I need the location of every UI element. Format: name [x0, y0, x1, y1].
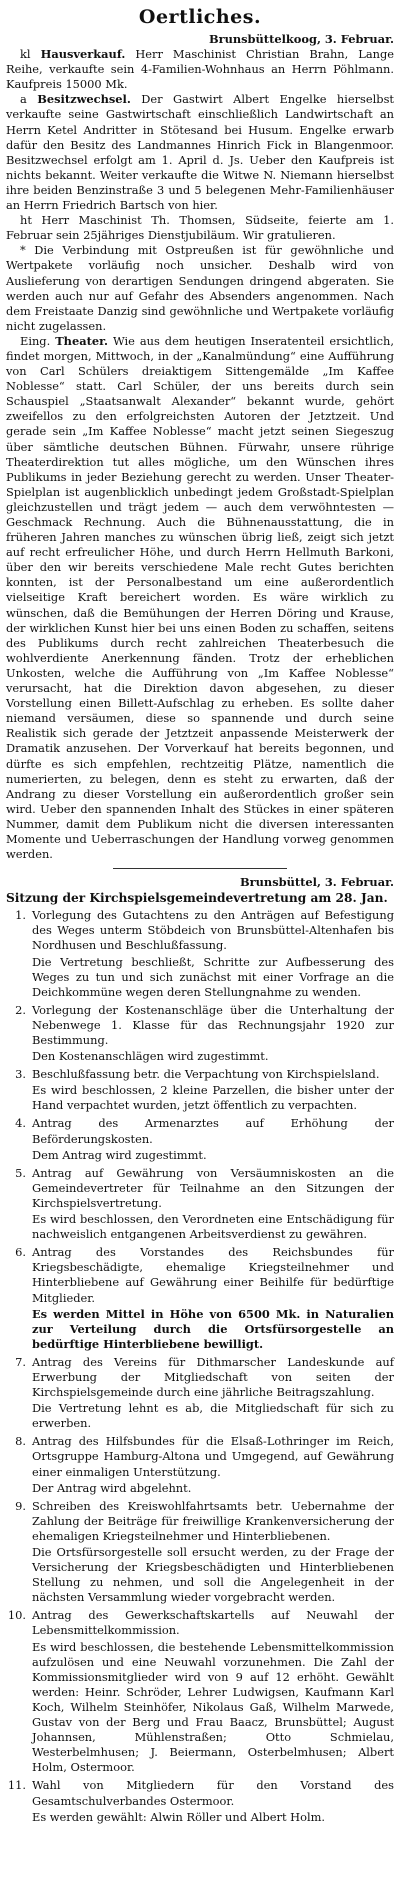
agenda-body: [32, 1166, 394, 1242]
agenda-body: [32, 1434, 394, 1495]
agenda-text: Wahl von Mitgliedern für den Vorstand des Gesamtschulverbandes Ostermoor.: [32, 1778, 394, 1808]
agenda-list: [6, 908, 394, 1824]
meeting-title: Sitzung der Kirchspielsgemeindevertretung am 28. Jan.: [6, 891, 388, 906]
paragraph-text: Herr Maschinist Th. Thomsen, Südseite, feierte am 1. Februar sein 25jähriges Dienstjubiläum. Wir gratulieren.: [6, 213, 394, 243]
agenda-text: Schreiben des Kreiswohlfahrtsamts betr. Uebernahme der Zahlung der Beiträge für freiwillige Krankenversicherung der ehemaligen Kriegsteilnehmer und Hinterbliebenen.: [32, 1498, 394, 1543]
agenda-item: [6, 908, 394, 1000]
agenda-number: 2.: [15, 1002, 26, 1017]
agenda-item: [6, 1166, 394, 1242]
paragraph-lead: *: [20, 243, 26, 258]
agenda-result: Der Antrag wird abgelehnt.: [32, 1480, 192, 1495]
paragraph-theater: [6, 334, 394, 862]
agenda-result: Es werden Mittel in Höhe von 6500 Mk. in Naturalien zur Verteilung durch die Ortsfürsorgestelle an bedürftige Hinterbliebene bewilligt.: [32, 1306, 394, 1351]
paragraph-text: Die Verbindung mit Ostpreußen ist für gewöhnliche und Wertpakete vorläufig noch unsicher. Deshalb wird von Auslieferung von derartigen Sendungen dringend abgeraten. Sie werden auch nur auf Gefahr des Absenders angenommen. Nach dem Freistaate Danzig sind gewöhnliche und Wertpakete vorläufig nicht zugelassen.: [6, 243, 395, 333]
agenda-number: 10.: [7, 1608, 26, 1623]
paragraph-besitzwechsel: [6, 92, 394, 213]
section-divider: [113, 868, 288, 869]
agenda-text: Antrag des Gewerkschaftskartells auf Neuwahl der Lebensmittelkommission.: [32, 1608, 394, 1638]
agenda-number: 9.: [15, 1498, 26, 1513]
agenda-item: [6, 1499, 394, 1606]
paragraph-text: Herr Maschinist Christian Brahn, Lange Reihe, verkaufte sein 4-Familien-Wohnhaus an Herrn Pöhlmann. Kaufpreis 15000 Mk.: [6, 47, 394, 92]
agenda-result: Den Kostenanschlägen wird zugestimmt.: [32, 1049, 269, 1064]
agenda-item: [6, 1355, 394, 1431]
paragraph-jubilaeum: [6, 213, 394, 243]
paragraph-lead: a: [20, 92, 27, 107]
agenda-result: Die Vertretung lehnt es ab, die Mitgliedschaft für sich zu erwerben.: [32, 1401, 394, 1431]
paragraph-verbindung: [6, 243, 394, 334]
agenda-result: Dem Antrag wird zugestimmt.: [32, 1147, 207, 1162]
agenda-result: Die Vertretung beschließt, Schritte zur Aufbesserung des Weges zu tun und sich zunächst mit einer Vorfrage an die Deichkommüne wegen deren Stellungnahme zu wenden.: [32, 954, 394, 999]
agenda-item: [6, 1245, 394, 1352]
agenda-text: Antrag des Armenarztes auf Erhöhung der Beförderungskosten.: [32, 1116, 394, 1146]
paragraph-hausverkauf: [6, 47, 394, 92]
paragraph-text: Wie aus dem heutigen Inseratenteil ersichtlich, findet morgen, Mittwoch, in der „Kanalmündung“ eine Aufführung von Carl Schülers dreiaktigem Sittengemälde „Im Kaffee Noblesse“ statt. Carl Schüler, der uns bereits durch sein Schauspiel „Staatsanwalt Alexander“ bekannt wurde, gehört zweifellos zu den erfolgreichsten Autoren der Jetztzeit. Und gerade sein „Im Kaffee Noblesse“ macht jetzt seinen Siegeszug über sämtliche deutschen Bühnen. Fürwahr, unsere rührige Theaterdirektion tut alles mögliche, um den Wünschen ihres Publikums in jeder Beziehung gerecht zu werden. Unser Theater-Spielplan ist augenblicklich unbedingt jedem Großstadt-Spielplan gleichzustellen und trägt jedem — auch dem verwöhntesten — Geschmack Rechnung. Auch die Bühnenausstattung, die in früheren Jahren manches zu wünschen übrig ließ, zeigt sich jetzt auf recht erfreulicher Höhe, und durch Herrn Hellmuth Barkoni, über den wir bereits verschiedene Male recht Gutes berichten konnten, ist der Personalbestand um eine außerordentlich vielseitige Kraft bereichert worden. Es wäre wirklich zu wünschen, daß die Bemühungen der Herren Döring und Krause, der wirklichen Kunst hier bei uns einen Boden zu schaffen, seitens des Publikums durch recht zahlreichen Theaterbesuch die wohlverdiente Anerkennung fänden. Trotz der erheblichen Unkosten, welche die Aufführung von „Im Kaffee Noblesse“ verursacht, hat die Direktion davon abgesehen, zu dieser Vorstellung einen Billett-Aufschlag zu erheben. Es sollte daher niemand versäumen, diese so spannende und durch seine Realistik sich gerade der Jetztzeit anpassende Meisterwerk der Dramatik anzusehen. Der Vorverkauf hat bereits begonnen, und dürfte es sich empfehlen, rechtzeitig Plätze, namentlich die numerierten, zu belegen, denn es steht zu erwarten, daß der Andrang zu dieser Vorstellung ein außerordentlich großer sein wird. Ueber den spannenden Inhalt des Stückes in einer späteren Nummer, damit dem Publikum nicht die diversen interessanten Momente und Ueberraschungen der Handlung vorweg genommen werden.: [6, 333, 395, 862]
agenda-number: 6.: [15, 1245, 26, 1260]
agenda-body: [32, 1245, 394, 1352]
paragraph-headline: Theater.: [55, 333, 109, 348]
agenda-number: 1.: [15, 908, 26, 923]
paragraph-lead: kl: [20, 47, 31, 62]
paragraph-headline: Besitzwechsel.: [37, 92, 131, 107]
agenda-number: 7.: [15, 1354, 26, 1369]
agenda-body: [32, 1608, 394, 1775]
agenda-text: Antrag des Hilfsbundes für die Elsaß-Lothringer im Reich, Ortsgruppe Hamburg-Altona und Umgegend, auf Gewährung einer einmaligen Unterstützung.: [32, 1434, 394, 1479]
paragraph-lead: Eing.: [20, 333, 51, 348]
paragraph-text: Der Gastwirt Albert Engelke hierselbst verkaufte seine Gastwirtschaft einschließlich Landwirtschaft an Herrn Ketel Andritter in Stötesand bei Husum. Engelke erwarb dafür den Besitz des Landmannes Hinrich Fick in Blangenmoor. Besitzwechsel erfolgt am 1. April d. Js. Ueber den Kaufpreis ist nichts bekannt. Weiter verkaufte die Witwe N. Niemann hierselbst ihre beiden Benzinstraße 3 und 5 belegenen Mehr-Familienhäuser an Herrn Friedrich Bartsch von hier.: [6, 92, 395, 213]
agenda-number: 3.: [15, 1067, 26, 1082]
agenda-body: [32, 1355, 394, 1431]
agenda-text: Antrag des Vorstandes des Reichsbundes für Kriegsbeschädigte, ehemalige Kriegsteilnehmer und Hinterbliebene auf Gewährung einer Beihilfe für bedürftige Mitglieder.: [32, 1245, 394, 1305]
agenda-result: Es wird beschlossen, die bestehende Lebensmittelkommission aufzulösen und eine Neuwahl vorzunehmen. Die Zahl der Kommissionsmitglieder wird von 9 auf 12 erhöht. Gewählt werden: Heinr. Schröder, Lehrer Ludwigsen, Kaufmann Karl Koch, Wilhelm Steinhöfer, Nikolaus Gaß, Wilhelm Marwede, Gustav von der Berg und Frau Baacz, Brunsbüttel; August Johannsen, Mühlenstraßen; Otto Schmielau, Westerbelmhusen; J. Beiermann, Osterbelmhusen; Albert Holm, Ostermoor.: [32, 1639, 394, 1775]
agenda-item: [6, 1434, 394, 1495]
agenda-number: 11.: [7, 1778, 26, 1793]
paragraph-lead: ht: [20, 213, 32, 228]
agenda-number: 8.: [15, 1434, 26, 1449]
agenda-result: Es wird beschlossen, 2 kleine Parzellen, die bisher unter der Hand verpachtet wurden, jetzt öffentlich zu verpachten.: [32, 1083, 394, 1113]
agenda-result: Die Ortsfürsorgestelle soll ersucht werden, zu der Frage der Versicherung der Kriegsbeschädigten und Hinterbliebenen Stellung zu nehmen, und soll die Angelegenheit in der nächsten Versammlung wieder vorgebracht werden.: [32, 1545, 394, 1605]
agenda-body: [32, 908, 394, 1000]
agenda-text: Vorlegung des Gutachtens zu den Anträgen auf Befestigung des Weges unterm Stöbdeich von Brunsbüttel-Altenhafen bis Nordhusen und Beschlußfassung.: [32, 908, 394, 953]
agenda-body: [32, 1778, 394, 1824]
agenda-text: Beschlußfassung betr. die Verpachtung von Kirchspielsland.: [32, 1067, 380, 1082]
agenda-number: 5.: [15, 1165, 26, 1180]
agenda-text: Antrag des Vereins für Dithmarscher Landeskunde auf Erwerbung der Mitgliedschaft von seiten der Kirchspielsgemeinde durch eine jährliche Beitragszahlung.: [32, 1354, 394, 1400]
agenda-item: [6, 1067, 394, 1113]
dateline-brunsbuettel: Brunsbüttel, 3. Februar.: [240, 875, 394, 890]
agenda-body: [32, 1067, 394, 1113]
agenda-item: [6, 1608, 394, 1775]
agenda-body: [32, 1499, 394, 1606]
agenda-number: 4.: [15, 1116, 26, 1131]
agenda-body: [32, 1116, 394, 1162]
agenda-result: Es wird beschlossen, den Verordneten eine Entschädigung für nachweislich entgangenen Arbeitsverdienst zu gewähren.: [32, 1212, 394, 1242]
agenda-item: [6, 1116, 394, 1162]
dateline-brunsbuettelkoog: Brunsbüttelkoog, 3. Februar.: [208, 32, 394, 46]
agenda-result: Es werden gewählt: Alwin Röller und Albert Holm.: [32, 1809, 326, 1824]
paragraph-headline: Hausverkauf.: [40, 47, 126, 62]
agenda-text: Vorlegung der Kostenanschläge über die Unterhaltung der Nebenwege 1. Klasse für das Rechnungsjahr 1920 zur Bestimmung.: [32, 1002, 394, 1047]
agenda-item: [6, 1778, 394, 1824]
agenda-item: [6, 1003, 394, 1064]
section-title: Oertliches.: [138, 6, 262, 28]
agenda-text: Antrag auf Gewährung von Versäumniskosten an die Gemeindevertreter für Teilnahme an den Sitzungen der Kirchspielsvertretung.: [32, 1165, 394, 1210]
agenda-body: [32, 1003, 394, 1064]
